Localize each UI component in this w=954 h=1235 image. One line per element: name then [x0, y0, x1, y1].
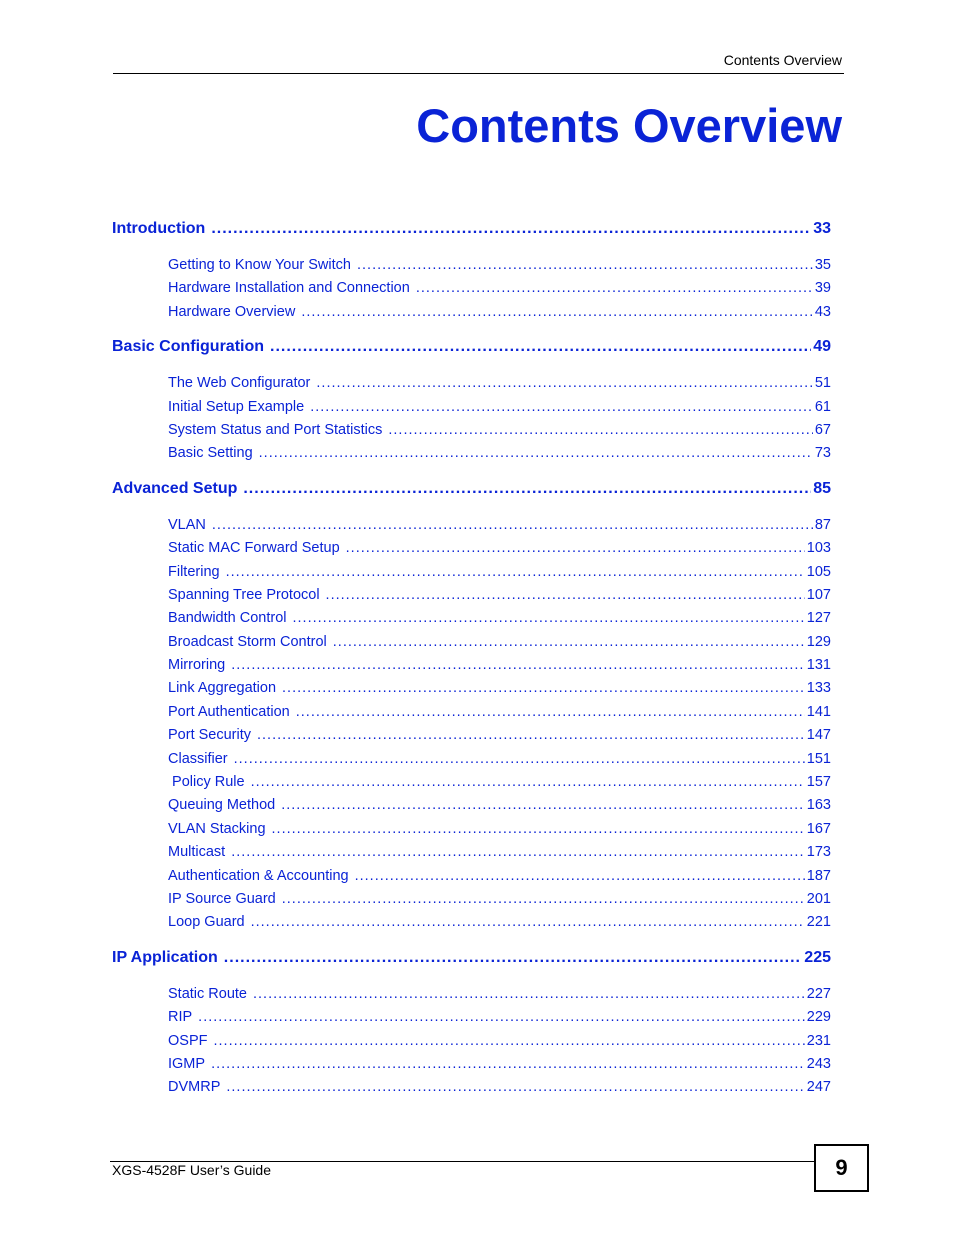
dot-leader [253, 983, 805, 1006]
dot-leader [293, 607, 805, 630]
toc-entry-link[interactable] [168, 372, 831, 395]
dot-leader [211, 218, 811, 240]
toc-entry-title: System Status and Port Statistics [168, 421, 383, 438]
toc-entry-title: Bandwidth Control [168, 610, 287, 627]
toc-entry-title: Getting to Know Your Switch [168, 257, 351, 273]
toc-entry-link[interactable] [168, 654, 831, 677]
dot-leader [301, 301, 813, 324]
toc-entry-title: VLAN [168, 516, 206, 533]
toc-entry-page: 243 [806, 1055, 831, 1072]
toc-section-page: 49 [813, 338, 831, 356]
toc-section-page: 225 [804, 948, 831, 966]
toc-entry-page: 43 [814, 303, 831, 320]
toc-entry-link[interactable] [168, 584, 831, 607]
toc-entry-title: Policy Rule [168, 774, 245, 791]
toc-entry-page: 141 [806, 703, 831, 720]
toc-entry-title: Static Route [168, 985, 247, 1002]
toc-section [112, 478, 831, 947]
toc-entry-page: 147 [806, 727, 831, 744]
toc-entry-page: 201 [806, 890, 831, 907]
toc-section [112, 947, 831, 1100]
dot-leader [243, 478, 811, 500]
toc-entry-link[interactable] [168, 865, 831, 888]
toc-entry-link[interactable] [168, 277, 831, 300]
toc-entry-page: 51 [814, 375, 831, 392]
toc-section-title: IP Application [112, 948, 218, 966]
toc-entry-link[interactable] [168, 771, 831, 794]
toc-entry-page: 227 [806, 985, 831, 1002]
toc-entry-link[interactable] [168, 537, 831, 560]
toc-entry-link[interactable] [168, 419, 831, 442]
toc-entry-link[interactable] [168, 1076, 831, 1099]
section-spacer [112, 466, 831, 478]
toc-entry-link[interactable] [168, 841, 831, 864]
toc-entry-link[interactable] [168, 794, 831, 817]
toc-entry-page: 39 [814, 280, 831, 297]
toc-entry-page: 231 [806, 1032, 831, 1049]
toc-section-link[interactable] [112, 478, 831, 500]
toc-entry-page: 173 [806, 844, 831, 861]
table-of-contents [112, 218, 831, 1100]
toc-entry-page: 87 [814, 516, 831, 533]
toc-entry-title: Classifier [168, 750, 228, 767]
toc-section-title: Advanced Setup [112, 479, 238, 497]
toc-entry-page: 103 [806, 540, 831, 557]
dot-leader [259, 442, 813, 465]
dot-leader [231, 841, 805, 864]
toc-entry-title: Filtering [168, 563, 220, 580]
toc-entry-page: 221 [806, 914, 831, 931]
dot-leader [234, 748, 805, 771]
dot-leader [211, 1053, 805, 1076]
toc-entry-page: 61 [814, 398, 831, 415]
toc-entry-page: 73 [814, 445, 831, 462]
toc-section-title: Basic Configuration [112, 338, 265, 356]
dot-leader [226, 1076, 804, 1099]
dot-leader [316, 372, 812, 395]
dot-leader [213, 1030, 804, 1053]
toc-section [112, 218, 831, 336]
toc-entry-title: IP Source Guard [168, 890, 276, 907]
toc-entry-link[interactable] [168, 701, 831, 724]
toc-entry-page: 229 [806, 1009, 831, 1026]
dot-leader [226, 561, 805, 584]
dot-leader [355, 865, 805, 888]
toc-entry-link[interactable] [168, 983, 831, 1006]
toc-entry-title: Hardware Overview [168, 303, 296, 320]
header-divider [113, 73, 844, 74]
toc-entry-title: Queuing Method [168, 797, 276, 814]
toc-entry-title: Port Security [168, 727, 251, 744]
toc-entry-title: Port Authentication [168, 703, 290, 720]
toc-entry-link[interactable] [168, 607, 831, 630]
dot-leader [224, 947, 803, 969]
toc-section [112, 336, 831, 478]
toc-section-page: 33 [813, 220, 831, 237]
toc-entry-title: OSPF [168, 1032, 208, 1049]
dot-leader [281, 794, 805, 817]
toc-entry-page: 167 [806, 820, 831, 837]
dot-leader [231, 654, 805, 677]
toc-section-link[interactable] [112, 218, 831, 240]
toc-section-page: 85 [813, 479, 831, 497]
toc-section-link[interactable] [112, 336, 831, 358]
toc-entry-title: IGMP [168, 1055, 206, 1072]
section-spacer [112, 324, 831, 336]
toc-entry-link[interactable] [168, 301, 831, 324]
toc-entry-page: 247 [806, 1079, 831, 1096]
toc-entry-link[interactable] [168, 514, 831, 537]
page-number-box [814, 1144, 869, 1192]
toc-entry-page: 129 [806, 633, 831, 650]
toc-entry-page: 163 [806, 797, 831, 814]
toc-section-link[interactable] [112, 947, 831, 969]
dot-leader [346, 537, 805, 560]
dot-leader [333, 631, 805, 654]
toc-entry-link[interactable] [168, 442, 831, 465]
toc-entry-title: RIP [168, 1009, 193, 1026]
toc-entry-title: Spanning Tree Protocol [168, 586, 320, 603]
toc-entry-title: Multicast [168, 844, 226, 861]
toc-entry-link[interactable] [168, 677, 831, 700]
toc-entry-title: Basic Setting [168, 445, 253, 462]
toc-entry-link[interactable] [168, 724, 831, 747]
toc-entry-title: Broadcast Storm Control [168, 633, 327, 650]
toc-entry-page: 157 [806, 774, 831, 791]
toc-entry-link[interactable] [168, 1030, 831, 1053]
running-header: Contents Overview [723, 52, 842, 68]
dot-leader [416, 277, 813, 300]
toc-entry-link[interactable] [168, 748, 831, 771]
toc-entry-link[interactable] [168, 888, 831, 911]
dot-leader [270, 336, 811, 358]
dot-leader [251, 771, 805, 794]
toc-entry-title: Static MAC Forward Setup [168, 540, 340, 557]
toc-entry-title: Authentication & Accounting [168, 867, 349, 884]
toc-entry-title: DVMRP [168, 1079, 221, 1096]
toc-entry-page: 35 [814, 257, 831, 273]
toc-entry-page: 127 [806, 610, 831, 627]
toc-entry-link[interactable] [168, 1053, 831, 1076]
toc-entry-title: VLAN Stacking [168, 820, 266, 837]
toc-entry-page: 105 [806, 563, 831, 580]
toc-entry-page: 67 [814, 421, 831, 438]
toc-entry-title: Initial Setup Example [168, 398, 305, 415]
toc-entry-link[interactable] [168, 911, 831, 934]
toc-entry-link[interactable] [168, 396, 831, 419]
toc-entry-link[interactable] [168, 254, 831, 277]
toc-entry-page: 131 [806, 657, 831, 674]
toc-entry-title: Hardware Installation and Connection [168, 280, 410, 297]
dot-leader [251, 911, 805, 934]
toc-entry-page: 187 [806, 867, 831, 884]
toc-entry-link[interactable] [168, 631, 831, 654]
toc-entry-title: Loop Guard [168, 914, 245, 931]
page-title: Contents Overview [416, 99, 842, 152]
toc-entry-page: 151 [806, 750, 831, 767]
dot-leader [198, 1006, 805, 1029]
dot-leader [212, 514, 813, 537]
toc-section-title: Introduction [112, 220, 206, 237]
dot-leader [282, 677, 805, 700]
dot-leader [310, 396, 813, 419]
dot-leader [357, 254, 813, 277]
dot-leader [296, 701, 805, 724]
toc-entry-title: The Web Configurator [168, 375, 311, 392]
toc-entry-page: 133 [806, 680, 831, 697]
toc-entry-link[interactable] [168, 561, 831, 584]
toc-entry-link[interactable] [168, 818, 831, 841]
footer-guide-name: XGS-4528F User’s Guide [112, 1162, 271, 1178]
dot-leader [326, 584, 805, 607]
toc-entry-title: Mirroring [168, 657, 226, 674]
dot-leader [272, 818, 805, 841]
toc-entry-page: 107 [806, 586, 831, 603]
toc-entry-link[interactable] [168, 1006, 831, 1029]
dot-leader [388, 419, 812, 442]
dot-leader [282, 888, 805, 911]
dot-leader [257, 724, 805, 747]
section-spacer [112, 935, 831, 947]
toc-entry-title: Link Aggregation [168, 680, 277, 697]
page-number: 9 [835, 1155, 848, 1180]
